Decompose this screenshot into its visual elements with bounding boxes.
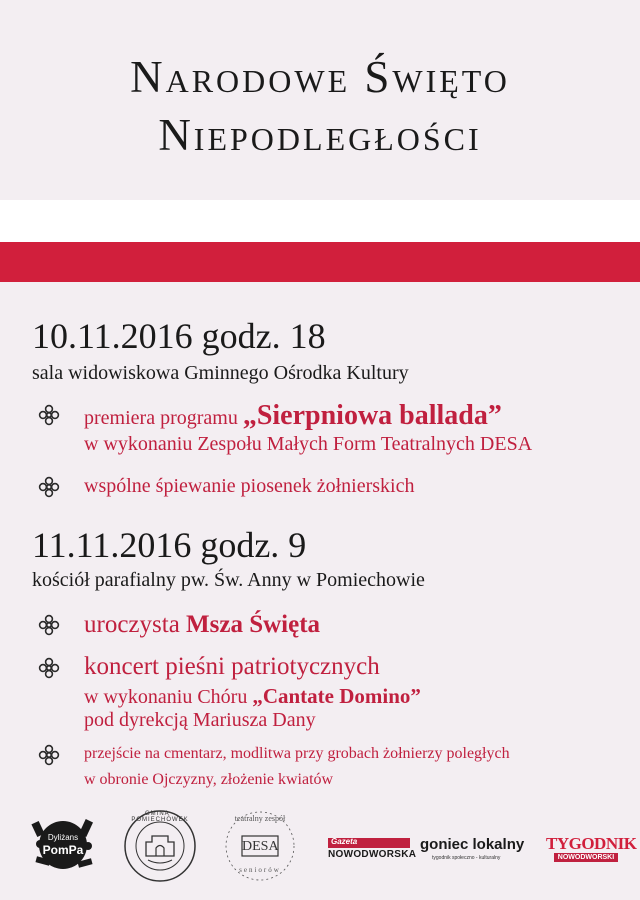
event-1-item-1-line2: w wykonaniu Zespołu Małych Form Teatralnych DESA	[84, 433, 533, 455]
flower-icon	[38, 476, 60, 498]
gazeta-top: Gazeta	[331, 837, 358, 846]
event-1-venue: sala widowiskowa Gminnego Ośrodka Kultury	[32, 362, 409, 384]
flower-icon	[38, 614, 60, 636]
flag-red-band	[0, 242, 640, 282]
event-2-item-3-line2: w obronie Ojczyzny, złożenie kwiatów	[84, 771, 334, 788]
pompa-logo	[28, 814, 98, 876]
flower-icon	[38, 657, 60, 679]
goniec-logo	[420, 836, 536, 866]
event-1-item-1-highlight: „Sierpniowa ballada”	[242, 400, 502, 431]
event-1-item-2-text: wspólne śpiewanie piosenek żołnierskich	[84, 475, 415, 497]
desa-ring-top: teatralny zespół	[234, 814, 286, 823]
tygodnik-logo	[546, 834, 637, 864]
event-1-date: 10.11.2016 godz. 18	[32, 316, 326, 356]
event-2-item-1-prefix: uroczysta	[84, 611, 187, 638]
event-2-venue: kościół parafialny pw. Św. Anny w Pomiechowie	[32, 569, 425, 591]
goniec-main: goniec lokalny	[420, 836, 525, 853]
event-2-item-3-text: przejście na cmentarz, modlitwa przy grobach żołnierzy poległych	[84, 745, 510, 762]
flag-white-band	[0, 200, 640, 242]
goniec-sub: tygodnik społeczno - kulturalny	[432, 855, 501, 861]
page-title	[0, 48, 640, 164]
title-line-1: Narodowe Święto	[130, 52, 510, 102]
event-2-date: 11.11.2016 godz. 9	[32, 525, 307, 565]
event-2-item-1-highlight: Msza Święta	[186, 611, 321, 638]
sponsor-logos	[0, 800, 640, 890]
flower-icon	[38, 404, 60, 426]
gazeta-bottom: NOWODWORSKA	[328, 849, 417, 860]
event-2-item-2-line3: pod dyrekcją Mariusza Dany	[84, 709, 316, 731]
tygodnik-top: TYGODNIK	[546, 834, 637, 853]
pompa-line2: PomPa	[42, 843, 84, 857]
event-2-item-2-text: koncert pieśni patriotycznych	[84, 653, 380, 680]
flower-icon	[38, 744, 60, 766]
gmina-ring-text: GMINA · POMIECHÓWEK	[131, 811, 189, 823]
tygodnik-bottom: NOWODWORSKI	[557, 854, 615, 861]
desa-logo	[222, 808, 298, 884]
event-2-item-2-line2-prefix: w wykonaniu Chóru	[84, 686, 253, 708]
gazeta-logo	[328, 837, 417, 864]
gmina-logo	[122, 808, 198, 884]
event-1-item-1-prefix: premiera programu	[84, 407, 243, 429]
desa-label: DESA	[242, 839, 279, 854]
desa-ring-bottom: seniorów	[239, 866, 281, 874]
title-line-2: Niepodległości	[158, 110, 482, 160]
event-2-item-2-line2-highlight: „Cantate Domino”	[252, 684, 421, 708]
pompa-line1: Dyliżans	[47, 833, 79, 842]
